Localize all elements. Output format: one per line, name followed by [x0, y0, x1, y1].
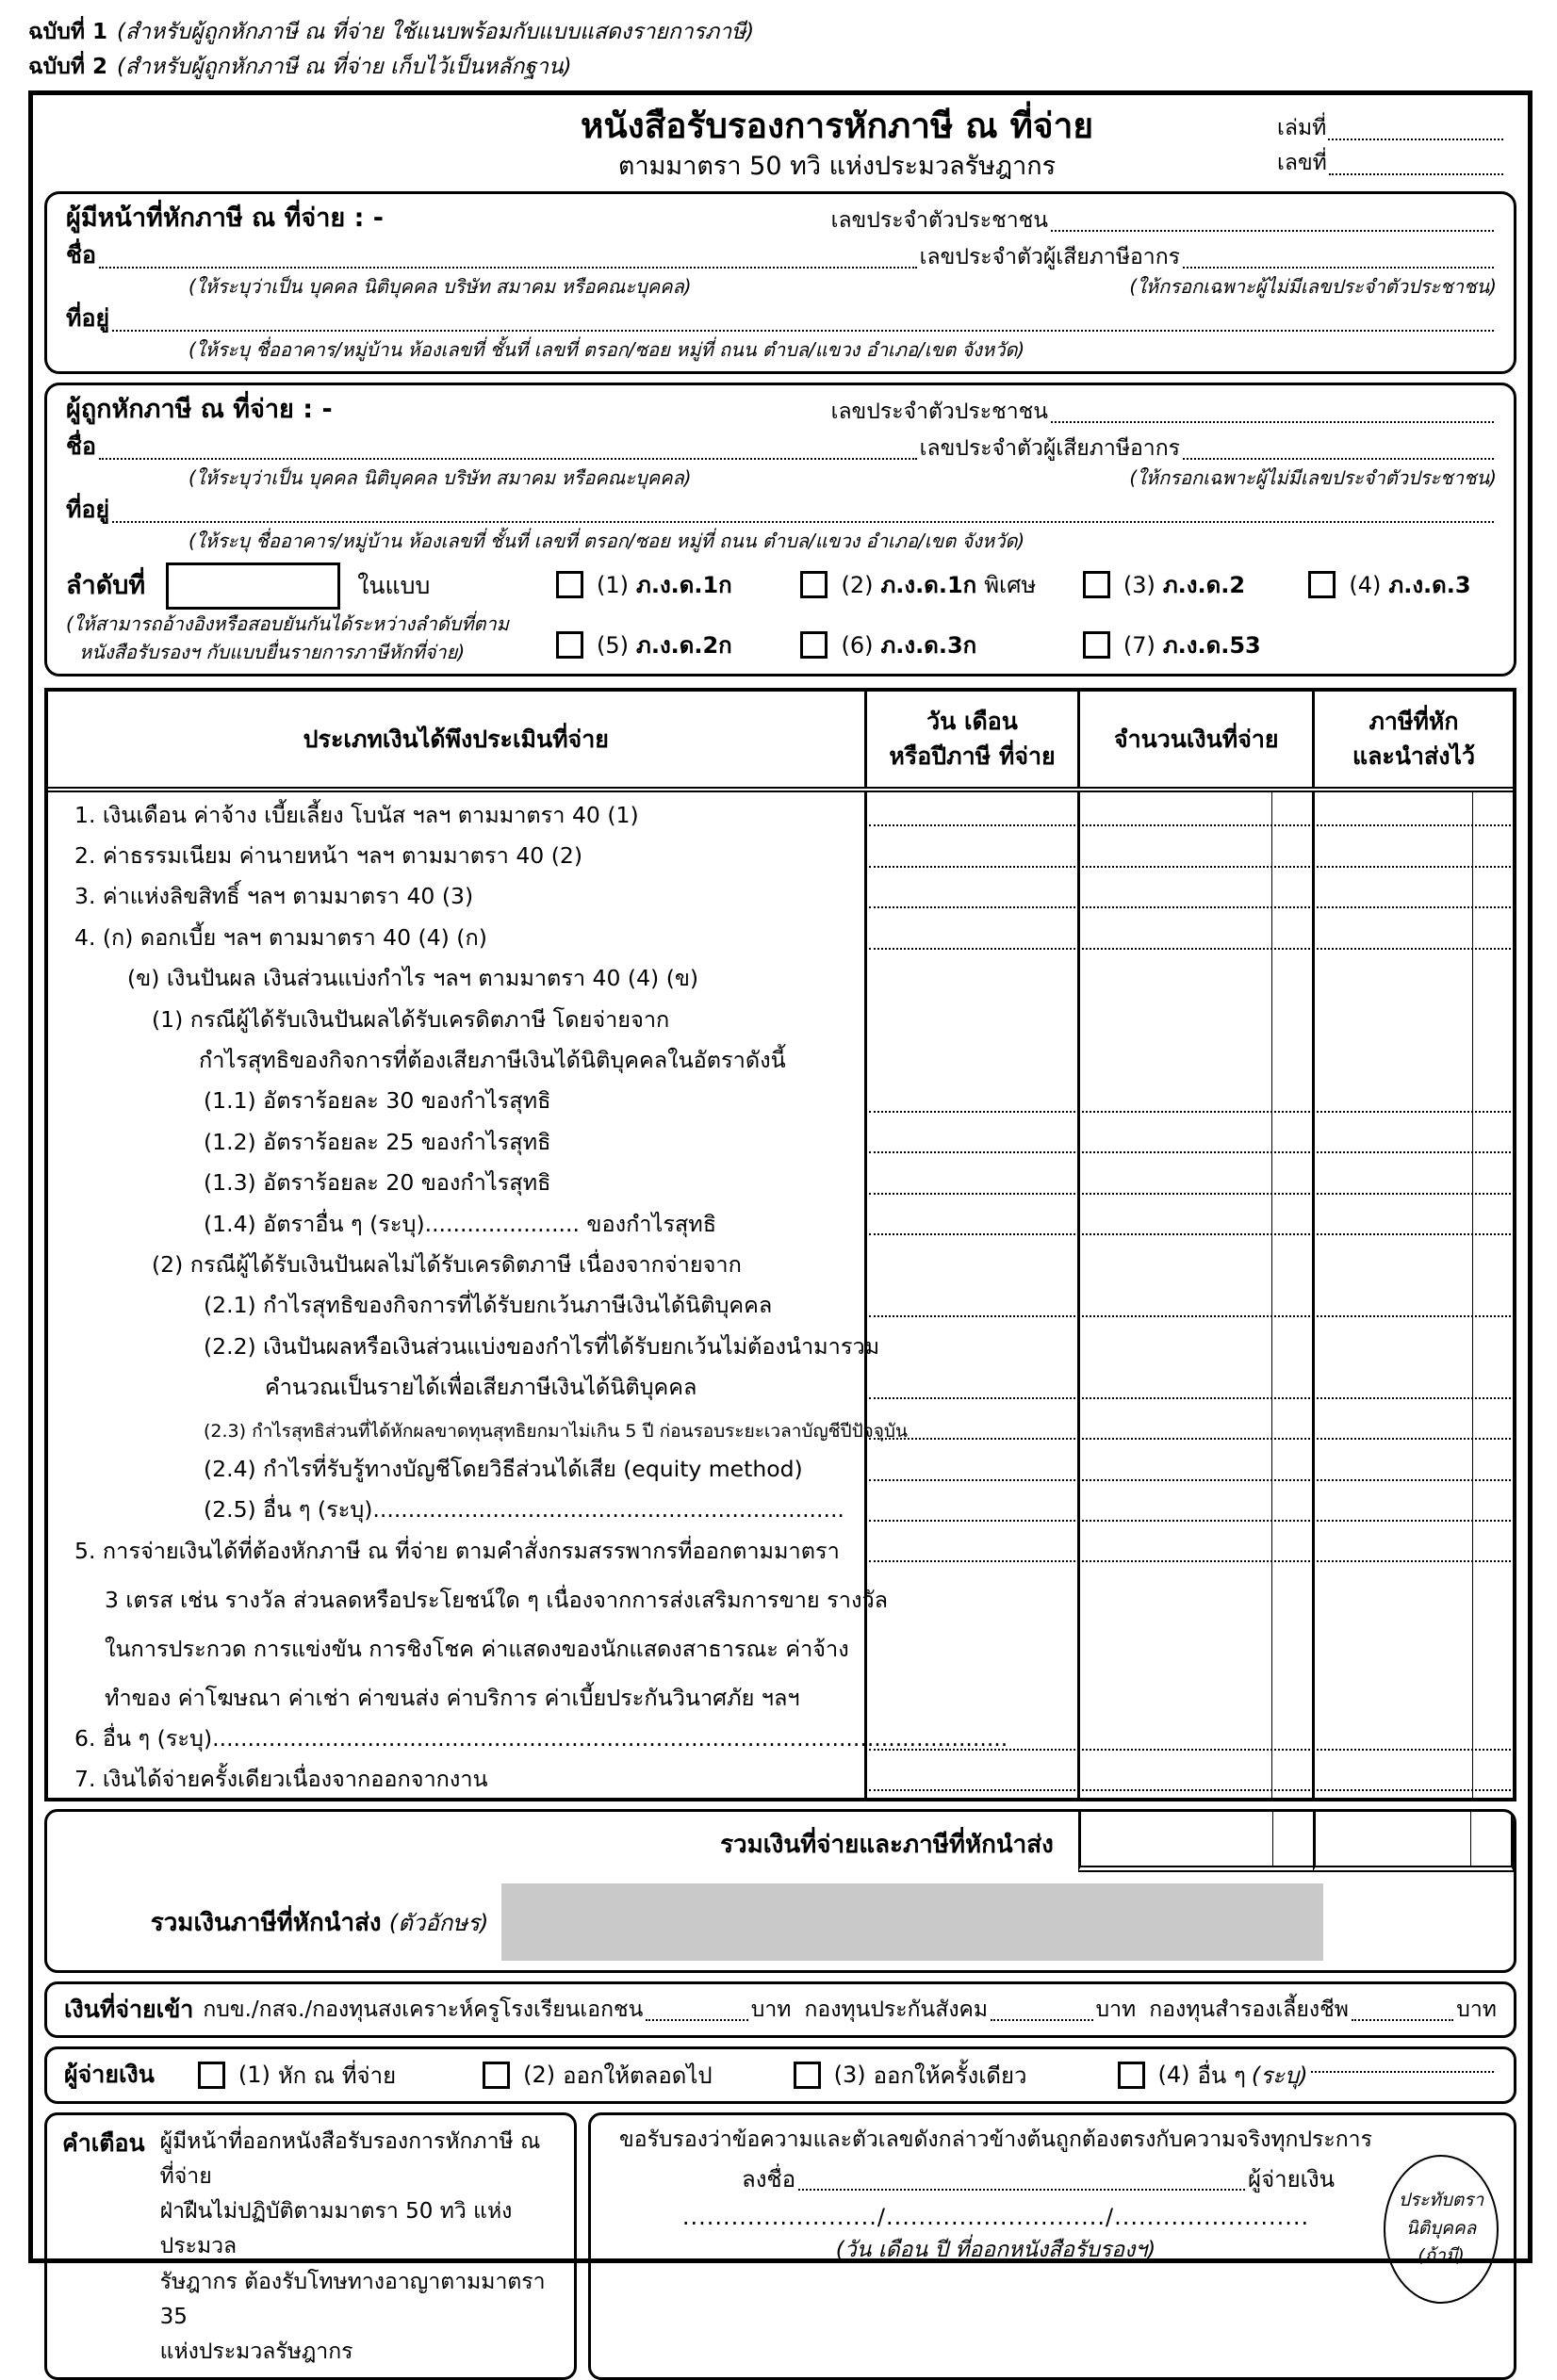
checkbox-icon[interactable] [198, 2062, 225, 2089]
withholder-tax-id-label: เลขประจำตัวผู้เสียภาษีอากร [919, 244, 1180, 269]
amount-cell[interactable] [1077, 1667, 1312, 1716]
date-cell[interactable] [864, 833, 1078, 873]
total-row-label: รวมเงินที่จ่ายและภาษีที่หักนำส่ง [720, 1831, 1054, 1860]
copy-note-2 [28, 50, 1532, 85]
table-row: 3 เตรส เช่น รางวัล ส่วนลดหรือประโยชน์ใด ๆ เนื่องจากการส่งเสริมการขาย รางวัล [48, 1569, 1513, 1618]
date-cell[interactable] [864, 1079, 1078, 1119]
table-row: (1.2) อัตราร้อยละ 25 ของกำไรสุทธิ [48, 1119, 1513, 1160]
certification-statement: ขอรับรองว่าข้อความและตัวเลขดังกล่าวข้างต้นถูกต้องตรงกับความจริงทุกประการ [619, 2127, 1372, 2152]
warning-label: คำเตือน [62, 2128, 145, 2157]
tax-cell[interactable] [1312, 1757, 1513, 1798]
tax-cell[interactable] [1312, 1364, 1513, 1405]
form-option-pnd1k[interactable]: (1) ภ.ง.ด.1ก [556, 566, 800, 603]
amount-cell[interactable] [1077, 1618, 1312, 1667]
tax-cell[interactable] [1312, 833, 1513, 873]
funds-item3-label: กองทุนสำรองเลี้ยงชีพ [1149, 1997, 1349, 2022]
form-subtitle: ตามมาตรา 50 ทวิ แห่งประมวลรัษฎากร [617, 151, 1057, 181]
withheld-name-note: (ให้ระบุว่าเป็น บุคคล นิติบุคคล บริษัท สมาคม หรือคณะบุคคล) [188, 466, 692, 490]
sign-label: ลงชื่อ [742, 2166, 796, 2193]
payer-option-other-field[interactable] [1311, 2071, 1494, 2073]
certification-box [588, 2112, 1516, 2380]
withheld-address-note: (ให้ระบุ ชื่ออาคาร/หมู่บ้าน ห้องเลขที่ ชั้นที่ เลขที่ ตรอก/ซอย หมู่ที่ ถนน ตำบล/แขวง อำเภอ/เขต จังหวัด) [188, 529, 1025, 552]
amount-cell[interactable] [1077, 1283, 1312, 1324]
tax-cell[interactable] [1312, 956, 1513, 997]
checkbox-icon[interactable] [556, 631, 583, 659]
checkbox-icon[interactable] [483, 2062, 510, 2089]
tax-cell[interactable] [1312, 1201, 1513, 1242]
withheld-section [44, 383, 1516, 677]
withholder-section [44, 191, 1516, 374]
checkbox-icon[interactable] [794, 2062, 821, 2089]
tax-cell[interactable] [1312, 1667, 1513, 1716]
amount-cell[interactable] [1077, 1242, 1312, 1282]
date-cell[interactable] [864, 874, 1078, 915]
warning-box [44, 2112, 577, 2380]
col-header-income-type: ประเภทเงินได้พึงประเมินที่จ่าย [303, 725, 609, 753]
table-row: (ข) เงินปันผล เงินส่วนแบ่งกำไร ฯลฯ ตามมาตรา 40 (4) (ข) [48, 956, 1513, 997]
amount-cell[interactable] [1077, 1119, 1312, 1160]
date-cell[interactable] [864, 1119, 1078, 1160]
total-amount-cell[interactable] [1078, 1812, 1313, 1872]
copy-note-1-number: ฉบับที่ 1 [28, 20, 108, 44]
warning-text: ผู้มีหน้าที่ออกหนังสือรับรองการหักภาษี ณ ที่จ่าย ฝ่าฝืนไม่ปฏิบัติตามมาตรา 50 ทวิ แห่งประมวล รัษฎากร ต้องรับโทษทางอาญาตามมาตรา 35 แห่งประมวลรัษฎากร [159, 2128, 546, 2365]
col-header-tax-withheld: ภาษีที่หัก และนำส่งไว้ [1312, 692, 1513, 787]
tax-cell[interactable] [1312, 792, 1513, 833]
total-in-words-field[interactable] [501, 1883, 1322, 1961]
baht-label: บาท [1095, 1997, 1137, 2022]
withheld-tax-id-note: (ให้กรอกเฉพาะผู้ไม่มีเลขประจำตัวประชาชน) [1129, 466, 1497, 490]
amount-cell[interactable] [1077, 1716, 1312, 1756]
table-row: 6. อื่น ๆ (ระบุ)................................................................................................................. [48, 1716, 1513, 1756]
date-cell[interactable] [864, 1488, 1078, 1528]
doc-no-label: เลขที่ [1277, 150, 1327, 175]
checkbox-icon[interactable] [1308, 571, 1336, 598]
certificate-date-field[interactable]: ......................../.........................../........................ [681, 2204, 1310, 2231]
tax-cell[interactable] [1312, 1446, 1513, 1487]
company-seal-circle: ประทับตรา นิติบุคคล (ถ้ามี) [1384, 2155, 1499, 2304]
amount-cell[interactable] [1077, 1488, 1312, 1528]
table-row: (2.1) กำไรสุทธิของกิจการที่ได้รับยกเว้นภาษีเงินได้นิติบุคคล [48, 1283, 1513, 1324]
withholder-name-label: ชื่อ [66, 241, 96, 269]
totals-section [44, 1809, 1516, 1973]
tax-cell[interactable] [1312, 1283, 1513, 1324]
amount-cell[interactable] [1077, 1079, 1312, 1119]
checkbox-icon[interactable] [556, 571, 583, 598]
amount-cell[interactable] [1077, 833, 1312, 873]
document-numbers [1277, 110, 1503, 180]
table-row: ทำของ ค่าโฆษณา ค่าเช่า ค่าขนส่ง ค่าบริการ ค่าเบี้ยประกันวินาศภัย ฯลฯ [48, 1667, 1513, 1716]
sequence-area [66, 562, 1497, 666]
amount-cell[interactable] [1077, 1757, 1312, 1798]
amount-cell[interactable] [1077, 915, 1312, 955]
payer-type-label: ผู้จ่ายเงิน [64, 2061, 155, 2089]
payer-option-other[interactable]: (4) อื่น ๆ (ระบุ) [1118, 2057, 1308, 2094]
tax-cell[interactable] [1312, 1528, 1513, 1569]
tax-cell[interactable] [1312, 1716, 1513, 1756]
withholder-name-field[interactable] [99, 267, 917, 269]
date-cell[interactable] [864, 1569, 1078, 1618]
checkbox-icon[interactable] [800, 631, 828, 659]
amount-cell[interactable] [1077, 1364, 1312, 1405]
date-cell[interactable] [864, 1716, 1078, 1756]
date-cell[interactable] [864, 956, 1078, 997]
table-row: คำนวณเป็นรายได้เพื่อเสียภาษีเงินได้นิติบุคคล [48, 1364, 1513, 1405]
date-cell[interactable] [864, 1201, 1078, 1242]
date-cell[interactable] [864, 1528, 1078, 1569]
form-border [28, 90, 1532, 2365]
amount-cell[interactable] [1077, 1324, 1312, 1364]
table-row: กำไรสุทธิของกิจการที่ต้องเสียภาษีเงินได้นิติบุคคลในอัตราดังนี้ [48, 1037, 1513, 1078]
table-row: 3. ค่าแห่งลิขสิทธิ์ ฯลฯ ตามมาตรา 40 (3) [48, 874, 1513, 915]
form-option-pnd3[interactable]: (4) ภ.ง.ด.3 [1308, 566, 1497, 603]
table-row: (1.1) อัตราร้อยละ 30 ของกำไรสุทธิ [48, 1079, 1513, 1119]
date-cell[interactable] [864, 1618, 1078, 1667]
amount-cell[interactable] [1077, 1528, 1312, 1569]
withheld-heading: ผู้ถูกหักภาษี ณ ที่จ่าย : - [66, 394, 333, 424]
income-table-header [48, 692, 1513, 792]
date-cell[interactable] [864, 1242, 1078, 1282]
checkbox-icon[interactable] [1118, 2062, 1145, 2089]
signature-field[interactable] [798, 2189, 1245, 2191]
table-row: (1) กรณีผู้ได้รับเงินปันผลได้รับเครดิตภาษี โดยจ่ายจาก [48, 997, 1513, 1037]
in-form-label: ในแบบ [357, 571, 431, 599]
doc-no-field[interactable] [1329, 173, 1503, 175]
tax-cell[interactable] [1312, 1488, 1513, 1528]
funds-item3-field[interactable] [1352, 2019, 1453, 2021]
funds-row [44, 1981, 1516, 2038]
tax-cell[interactable] [1312, 915, 1513, 955]
amount-cell[interactable] [1077, 874, 1312, 915]
copy-note-1 [28, 15, 1532, 50]
form-option-pnd3k[interactable]: (6) ภ.ง.ด.3ก [800, 627, 1082, 663]
tax-cell[interactable] [1312, 1160, 1513, 1200]
checkbox-icon[interactable] [1083, 571, 1110, 598]
funds-item1-label: กบข./กสจ./กองทุนสงเคราะห์ครูโรงเรียนเอกชน [203, 1997, 644, 2022]
col-header-date: วัน เดือน หรือปีภาษี ที่จ่าย [864, 692, 1078, 787]
funds-item2-field[interactable] [991, 2019, 1092, 2021]
withheld-address-label: ที่อยู่ [66, 496, 110, 524]
withholder-citizen-id-label: เลขประจำตัวประชาชน [830, 207, 1048, 233]
income-table [44, 688, 1516, 1801]
date-cell[interactable] [864, 1037, 1078, 1078]
form-title: หนังสือรับรองการหักภาษี ณ ที่จ่าย [580, 105, 1094, 146]
amount-cell[interactable] [1077, 1160, 1312, 1200]
table-row: 1. เงินเดือน ค่าจ้าง เบี้ยเลี้ยง โบนัส ฯลฯ ตามมาตรา 40 (1) [48, 792, 1513, 833]
date-cell[interactable] [864, 1364, 1078, 1405]
withheld-name-label: ชื่อ [66, 432, 96, 461]
checkbox-icon[interactable] [1083, 631, 1110, 659]
date-cell[interactable] [864, 1446, 1078, 1487]
amount-cell[interactable] [1077, 1446, 1312, 1487]
withheld-tax-id-label: เลขประจำตัวผู้เสียภาษีอากร [919, 435, 1180, 461]
tax-cell[interactable] [1312, 1037, 1513, 1078]
tax-cell[interactable] [1312, 1119, 1513, 1160]
copy-note-2-text: (สำหรับผู้ถูกหักภาษี ณ ที่จ่าย เก็บไว้เป็นหลักฐาน) [117, 54, 572, 79]
col-header-amount: จำนวนเงินที่จ่าย [1077, 692, 1312, 787]
amount-cell[interactable] [1077, 1406, 1312, 1446]
table-row: (2) กรณีผู้ได้รับเงินปันผลไม่ได้รับเครดิตภาษี เนื่องจากจ่ายจาก [48, 1242, 1513, 1282]
baht-label: บาท [750, 1997, 792, 2022]
book-no-label: เล่มที่ [1277, 115, 1327, 140]
date-cell[interactable] [864, 1406, 1078, 1446]
payer-type-row [44, 2046, 1516, 2104]
form-type-grid [556, 562, 1497, 666]
sequence-label: ลำดับที่ [66, 570, 146, 600]
certificate-date-note: (วัน เดือน ปี ที่ออกหนังสือรับรองฯ) [835, 2238, 1156, 2263]
table-row: (1.3) อัตราร้อยละ 20 ของกำไรสุทธิ [48, 1160, 1513, 1200]
baht-label: บาท [1456, 1997, 1497, 2022]
withheld-citizen-id-field[interactable] [1051, 421, 1494, 423]
table-row: 2. ค่าธรรมเนียม ค่านายหน้า ฯลฯ ตามมาตรา 40 (2) [48, 833, 1513, 873]
date-cell[interactable] [864, 1324, 1078, 1364]
withheld-tax-id-field[interactable] [1183, 458, 1494, 460]
sequence-number-input[interactable] [166, 562, 340, 610]
payer-option-pay-always[interactable]: (2) ออกให้ตลอดไป [483, 2057, 713, 2094]
payer-option-pay-once[interactable]: (3) ออกให้ครั้งเดียว [794, 2057, 1027, 2094]
total-in-words-label: รวมเงินภาษีที่หักนำส่ง (ตัวอักษร) [150, 1908, 489, 1937]
withheld-citizen-id-label: เลขประจำตัวประชาชน [830, 399, 1048, 424]
table-row: (2.4) กำไรที่รับรู้ทางบัญชีโดยวิธีส่วนได้เสีย (equity method) [48, 1446, 1513, 1487]
withholder-citizen-id-field[interactable] [1051, 230, 1494, 232]
amount-cell[interactable] [1077, 1201, 1312, 1242]
book-no-field[interactable] [1328, 139, 1503, 140]
tax-cell[interactable] [1312, 1079, 1513, 1119]
withholder-tax-id-note: (ให้กรอกเฉพาะผู้ไม่มีเลขประจำตัวประชาชน) [1129, 275, 1497, 299]
funds-item2-label: กองทุนประกันสังคม [804, 1997, 989, 2022]
withholder-address-note: (ให้ระบุ ชื่ออาคาร/หมู่บ้าน ห้องเลขที่ ชั้นที่ เลขที่ ตรอก/ซอย หมู่ที่ ถนน ตำบล/แขวง อำเภอ/เขต จังหวัด) [188, 337, 1025, 361]
table-row: (2.2) เงินปันผลหรือเงินส่วนแบ่งของกำไรที่ได้รับยกเว้นไม่ต้องนำมารวม [48, 1324, 1513, 1364]
tax-cell[interactable] [1312, 997, 1513, 1037]
date-cell[interactable] [864, 915, 1078, 955]
withheld-address-field[interactable] [112, 521, 1494, 523]
form-option-pnd2k[interactable]: (5) ภ.ง.ด.2ก [556, 627, 800, 663]
payer-option-withheld-at-source[interactable]: (1) หัก ณ ที่จ่าย [198, 2057, 396, 2094]
form-option-pnd2[interactable]: (3) ภ.ง.ด.2 [1083, 566, 1309, 603]
table-row: 4. (ก) ดอกเบี้ย ฯลฯ ตามมาตรา 40 (4) (ก) [48, 915, 1513, 955]
date-cell[interactable] [864, 1283, 1078, 1324]
amount-cell[interactable] [1077, 792, 1312, 833]
funds-label: เงินที่จ่ายเข้า [64, 1996, 194, 2024]
total-tax-cell[interactable] [1313, 1812, 1514, 1872]
table-row: ในการประกวด การแข่งขัน การชิงโชค ค่าแสดงของนักแสดงสาธารณะ ค่าจ้าง [48, 1618, 1513, 1667]
copy-note-2-number: ฉบับที่ 2 [28, 54, 108, 79]
form-option-pnd53[interactable]: (7) ภ.ง.ด.53 [1083, 627, 1309, 663]
amount-cell[interactable] [1077, 997, 1312, 1037]
table-row: 7. เงินได้จ่ายครั้งเดียวเนื่องจากออกจากงาน [48, 1757, 1513, 1798]
withheld-name-field[interactable] [99, 458, 917, 460]
sequence-note-line1: (ให้สามารถอ้างอิงหรือสอบยันกันได้ระหว่างลำดับที่ตาม [66, 611, 509, 635]
table-row: (2.3) กำไรสุทธิส่วนที่ได้หักผลขาดทุนสุทธิยกมาไม่เกิน 5 ปี ก่อนรอบระยะเวลาบัญชีปีปัจจุบัน [48, 1406, 1513, 1446]
table-row: 5. การจ่ายเงินได้ที่ต้องหักภาษี ณ ที่จ่าย ตามคำสั่งกรมสรรพากรที่ออกตามมาตรา [48, 1528, 1513, 1569]
checkbox-icon[interactable] [800, 571, 828, 598]
withholder-address-label: ที่อยู่ [66, 304, 110, 333]
table-row: (2.5) อื่น ๆ (ระบุ)................................................................... [48, 1488, 1513, 1528]
withholder-name-note: (ให้ระบุว่าเป็น บุคคล นิติบุคคล บริษัท สมาคม หรือคณะบุคคล) [188, 275, 692, 299]
withholder-tax-id-field[interactable] [1183, 267, 1494, 269]
tax-cell[interactable] [1312, 1618, 1513, 1667]
signer-label: ผู้จ่ายเงิน [1248, 2166, 1335, 2193]
sequence-note-line2: หนังสือรับรองฯ กับแบบยื่นรายการภาษีหักที่จ่าย) [79, 640, 466, 663]
specify-note: (ระบุ) [1251, 2062, 1308, 2089]
table-row: (1.4) อัตราอื่น ๆ (ระบุ)...................... ของกำไรสุทธิ [48, 1201, 1513, 1242]
copy-note-1-text: (สำหรับผู้ถูกหักภาษี ณ ที่จ่าย ใช้แนบพร้อมกับแบบแสดงรายการภาษี) [117, 20, 755, 44]
date-cell[interactable] [864, 1667, 1078, 1716]
amount-cell[interactable] [1077, 1037, 1312, 1078]
date-cell[interactable] [864, 1160, 1078, 1200]
bottom-section [44, 2112, 1516, 2380]
funds-item1-field[interactable] [646, 2019, 747, 2021]
date-cell[interactable] [864, 1757, 1078, 1798]
amount-cell[interactable] [1077, 1569, 1312, 1618]
tax-cell[interactable] [1312, 874, 1513, 915]
amount-cell[interactable] [1077, 956, 1312, 997]
tax-cell[interactable] [1312, 1569, 1513, 1618]
withholder-address-field[interactable] [112, 330, 1494, 332]
date-cell[interactable] [864, 792, 1078, 833]
withholder-heading: ผู้มีหน้าที่หักภาษี ณ ที่จ่าย : - [66, 203, 384, 233]
tax-cell[interactable] [1312, 1242, 1513, 1282]
date-cell[interactable] [864, 997, 1078, 1037]
tax-cell[interactable] [1312, 1406, 1513, 1446]
form-option-pnd1k-special[interactable]: (2) ภ.ง.ด.1ก พิเศษ [800, 566, 1082, 603]
tax-cell[interactable] [1312, 1324, 1513, 1364]
